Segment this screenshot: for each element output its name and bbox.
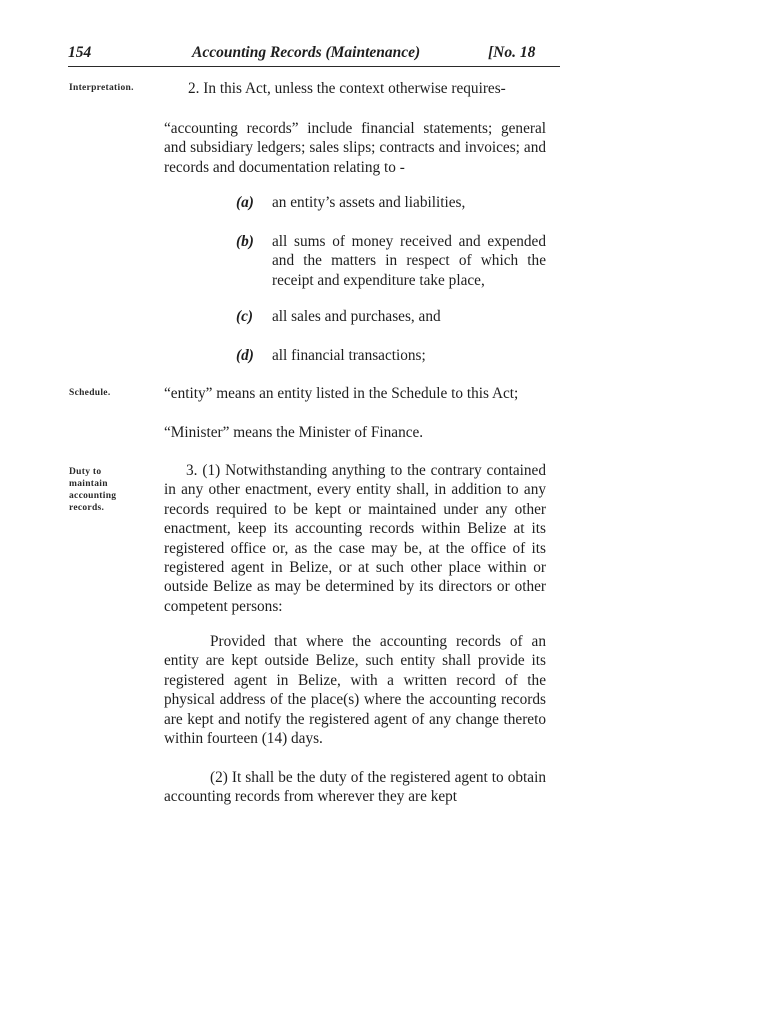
margin-note-line: accounting bbox=[69, 491, 117, 501]
list-item-text: all financial transactions; bbox=[272, 347, 426, 364]
margin-note-duty bbox=[69, 466, 149, 514]
margin-note-interpretation: Interpretation. bbox=[69, 83, 134, 93]
definition-minister: “Minister” means the Minister of Finance. bbox=[164, 424, 424, 441]
header-title: Accounting Records (Maintenance) bbox=[192, 44, 421, 61]
list-item-text: all sales and purchases, and bbox=[272, 308, 441, 325]
margin-note-line: maintain bbox=[69, 479, 108, 489]
margin-note-line: Duty to bbox=[69, 467, 102, 477]
list-item-label: (d) bbox=[236, 347, 254, 364]
definition-accounting-records: “accounting records” include financial statements; general and subsidiary ledgers; sales slips; contracts and invoices; and records and documentation relating to - bbox=[164, 120, 546, 176]
list-item-label: (a) bbox=[236, 194, 254, 211]
running-header bbox=[68, 42, 560, 67]
definition-entity: “entity” means an entity listed in the Schedule to this Act; bbox=[164, 385, 519, 402]
margin-note-line: records. bbox=[69, 503, 105, 513]
proviso-paragraph: Provided that where the accounting records of an entity are kept outside Belize, such entity shall provide its registered agent in Belize, with a written record of the physical address of the place(s) where the accounting records are kept and notify the registered agent of any change thereto within fourteen (14) days. bbox=[164, 633, 546, 748]
act-number: [No. 18 bbox=[488, 44, 536, 61]
section-2-intro: 2. In this Act, unless the context otherwise requires- bbox=[188, 80, 506, 97]
list-item-text: all sums of money received and expended and the matters in respect of which the receipt and expenditure take place, bbox=[272, 233, 546, 289]
section-3-subsection-2: (2) It shall be the duty of the registered agent to obtain accounting records from wherever they are kept bbox=[164, 769, 546, 806]
margin-note-schedule: Schedule. bbox=[69, 388, 111, 398]
page-number: 154 bbox=[68, 44, 92, 61]
list-item-label: (b) bbox=[236, 233, 254, 250]
list-item-text: an entity’s assets and liabilities, bbox=[272, 194, 466, 211]
section-3-subsection-1: 3. (1) Notwithstanding anything to the contrary contained in any other enactment, every entity shall, in addition to any records required to be kept or maintained under any other enactment, keep its accounting records within Belize at its registered office or, as the case may be, at the office of its registered agent in Belize, or at such other place within or outside Belize as may be determined by its directors or other competent persons: bbox=[164, 462, 546, 615]
list-item-label: (c) bbox=[236, 308, 253, 325]
